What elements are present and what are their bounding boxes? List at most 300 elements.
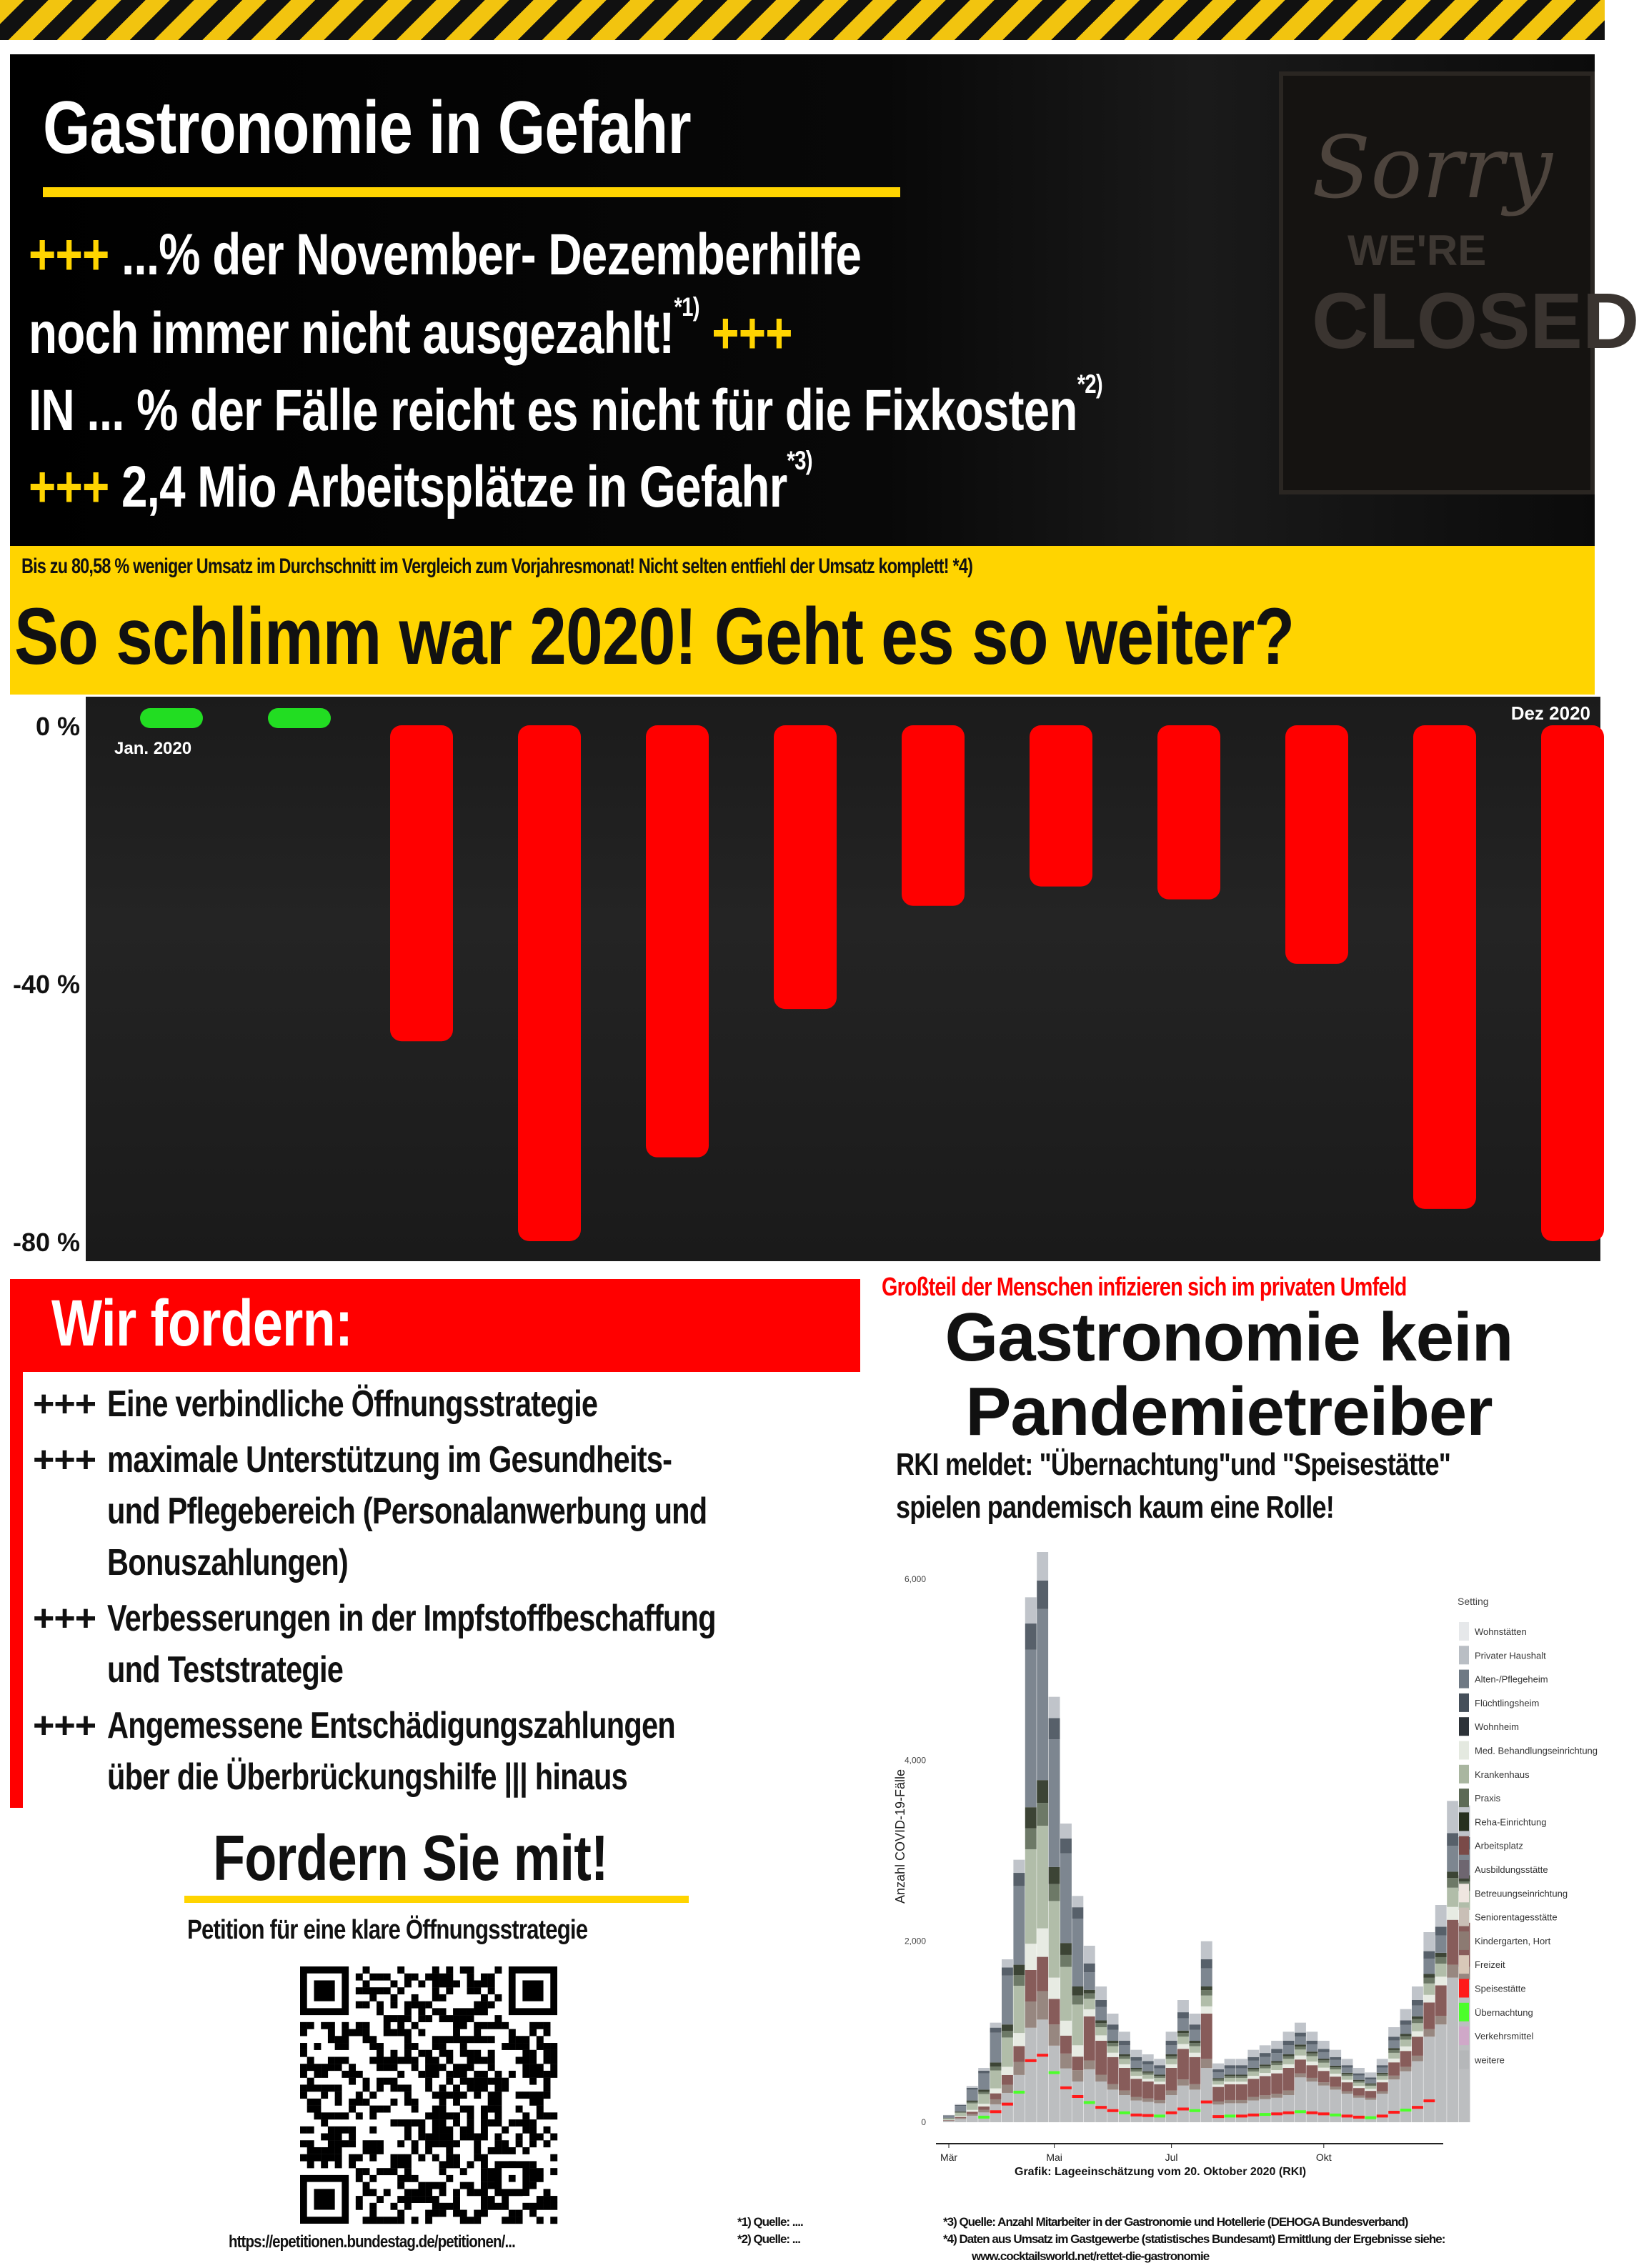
- bar-segment: [1189, 2084, 1200, 2090]
- bar-segment: [1002, 2037, 1013, 2066]
- bar-segment: [1388, 2059, 1400, 2062]
- bar-segment: [955, 2119, 966, 2122]
- bar-segment: [1435, 1926, 1447, 1935]
- bar-segment: [1423, 1959, 1435, 1974]
- call-underline: [184, 1896, 689, 1903]
- x-label-first: Jan. 2020: [114, 739, 192, 758]
- bar-segment: [955, 2113, 966, 2117]
- bar-segment: [967, 2112, 978, 2114]
- bar-segment: [1377, 2073, 1388, 2074]
- bar-segment: [1271, 2074, 1282, 2094]
- bar-segment: [1236, 2103, 1247, 2122]
- bar-segment: [1177, 2044, 1189, 2049]
- gastro-title-2: Pandemietreiber: [965, 1373, 1493, 1450]
- bar-segment: [1306, 2041, 1317, 2044]
- bar-segment: [1002, 2075, 1013, 2085]
- bar-segment: [1236, 2075, 1247, 2076]
- bar-segment: [1084, 1994, 1095, 1999]
- bar-segment: [967, 2116, 978, 2122]
- bar-segment: [1435, 1964, 1447, 1976]
- bar-segment: [1423, 1951, 1435, 1959]
- bar-segment: [1201, 2006, 1212, 2014]
- bar-segment: [1271, 2049, 1282, 2053]
- bar-segment: [1400, 2066, 1412, 2071]
- bar-segment: [1037, 1552, 1048, 1581]
- plus-marker: +++: [699, 301, 792, 366]
- bar-segment: [1002, 2024, 1013, 2031]
- bar-segment: [1318, 2068, 1330, 2071]
- bar-segment: [1107, 2014, 1119, 2024]
- bar-segment: [1201, 1990, 1212, 1996]
- bar-segment: [943, 2121, 955, 2122]
- headline-4-text: 2,4 Mio Arbeitsplätze in Gefahr: [109, 454, 787, 519]
- bar-segment: [1130, 2079, 1142, 2097]
- bar-segment: [1247, 2068, 1259, 2069]
- sign-text-1: Sorry: [1312, 119, 1553, 218]
- bar-segment: [1154, 2100, 1165, 2103]
- bar-segment: [1388, 2050, 1400, 2053]
- private-infection-note: Großteil der Menschen infizieren sich im privaten Umfeld: [882, 1272, 1407, 1301]
- bar-segment: [1377, 2065, 1388, 2068]
- bar-segment: [1447, 1920, 1458, 1965]
- bar-segment: [1388, 2027, 1400, 2036]
- bar-segment: [1447, 1965, 1458, 1978]
- bar-segment: [1423, 1932, 1435, 1951]
- bar-segment: [1271, 2094, 1282, 2098]
- bar-segment: [1072, 2082, 1083, 2122]
- bar-segment: [1189, 2041, 1200, 2043]
- bar-segment: [1037, 1991, 1048, 2019]
- speise-ueber-marker: [1166, 2112, 1177, 2114]
- bar-segment: [1342, 2094, 1353, 2122]
- bar-segment: [1435, 2016, 1447, 2024]
- speise-ueber-marker: [1306, 2112, 1317, 2114]
- legend-swatch: [1459, 1812, 1469, 1831]
- bar-segment: [1412, 2019, 1423, 2024]
- bar-segment: [1400, 2039, 1412, 2046]
- legend-title: Setting: [1458, 1596, 1489, 1607]
- title-underline: [43, 187, 900, 197]
- bar-segment: [1189, 2014, 1200, 2024]
- bar-segment: [943, 2115, 955, 2116]
- demand-line: Bonuszahlungen): [107, 1542, 348, 1583]
- bar-segment: [1037, 2019, 1048, 2122]
- bar-segment: [1306, 2078, 1317, 2082]
- legend-label: Verkehrsmittel: [1475, 2031, 1534, 2042]
- speise-ueber-marker: [1189, 2109, 1200, 2112]
- speise-ueber-marker: [1119, 2112, 1130, 2114]
- y-tick-label: 0: [921, 2117, 926, 2127]
- bar-segment: [1330, 2066, 1341, 2067]
- bar-segment: [1095, 2027, 1107, 2035]
- hazard-stripe: [0, 0, 1605, 40]
- legend-label: Betreuungseinrichtung: [1475, 1888, 1568, 1899]
- footnote-ref-3: *3): [787, 445, 812, 475]
- bar-segment: [978, 2071, 990, 2074]
- bar-segment: [1353, 2086, 1365, 2088]
- speise-ueber-marker: [1060, 2087, 1072, 2089]
- headline-1: [29, 222, 861, 289]
- bar-segment: [1260, 2095, 1271, 2099]
- bar-segment: [1154, 2084, 1165, 2100]
- bar-segment: [1095, 2007, 1107, 2021]
- headline-2-text: noch immer nicht ausgezahlt!: [29, 301, 674, 366]
- revenue-note: Bis zu 80,58 % weniger Umsatz im Durchschnitt im Vergleich zum Vorjahresmonat! Nicht selten entfiehl der Umsatz komplett! *4): [21, 554, 973, 578]
- bar-segment: [1365, 2079, 1376, 2084]
- bar-segment: [1107, 2084, 1119, 2090]
- bar-segment: [1049, 1718, 1060, 1739]
- speise-ueber-marker: [1318, 2112, 1330, 2115]
- legend-swatch: [1459, 1646, 1469, 1664]
- bar-segment: [1330, 2089, 1341, 2122]
- legend-label: Freizeit: [1475, 1959, 1505, 1971]
- bar-segment: [1002, 1976, 1013, 2024]
- speise-ueber-marker: [1084, 2101, 1095, 2104]
- bar-segment: [1330, 2074, 1341, 2076]
- bar-segment: [1377, 2068, 1388, 2073]
- bar-segment: [1119, 2056, 1130, 2059]
- bar-segment: [1060, 2021, 1072, 2036]
- bar-segment: [1002, 1959, 1013, 1967]
- bar-segment: [967, 2101, 978, 2102]
- bar-segment: [1049, 1884, 1060, 1901]
- petition-label: Petition für eine klare Öffnungsstrategie: [187, 1915, 588, 1945]
- bar-segment: [1330, 2057, 1341, 2060]
- headline-3-text: IN ... % der Fälle reicht es nicht für die Fixkosten: [29, 378, 1077, 443]
- legend-swatch: [1459, 1741, 1469, 1760]
- bar-segment: [1177, 2019, 1189, 2031]
- legend-swatch: [1459, 1622, 1469, 1641]
- bar-segment: [1084, 1972, 1095, 1990]
- speise-ueber-marker: [1236, 2114, 1247, 2117]
- bar-segment: [943, 2116, 955, 2118]
- bar-segment: [1318, 2060, 1330, 2062]
- bar-segment: [1095, 1986, 1107, 2000]
- bar-segment: [1342, 2059, 1353, 2065]
- bar-segment: [978, 2074, 990, 2090]
- bar-segment: [1177, 2086, 1189, 2122]
- bar-segment: [1177, 2012, 1189, 2019]
- bar-segment: [978, 2068, 990, 2071]
- bar-segment: [1330, 2087, 1341, 2089]
- speise-ueber-marker: [1025, 2059, 1037, 2062]
- bar-segment: [1189, 2057, 1200, 2084]
- bar-segment: [955, 2117, 966, 2119]
- sign-text-2: WE'RE: [1347, 227, 1487, 274]
- headline-2: [29, 292, 792, 367]
- bar-segment: [990, 2089, 1002, 2094]
- bar-segment: [1247, 2076, 1259, 2079]
- bar-segment: [1154, 2075, 1165, 2076]
- bar-segment: [1142, 2073, 1154, 2075]
- bar-segment: [1236, 2065, 1247, 2068]
- bar-segment: [1060, 2069, 1072, 2122]
- legend-swatch: [1459, 2003, 1469, 2021]
- y-axis-label: Anzahl COVID-19-Fälle: [893, 1769, 907, 1904]
- bar-segment: [1072, 1896, 1083, 1907]
- y-tick-label: -80 %: [12, 1228, 80, 1257]
- bar-segment: [1037, 1609, 1048, 1780]
- legend-label: Übernachtung: [1475, 2006, 1533, 2018]
- bar-segment: [990, 2071, 1002, 2089]
- bar-segment: [1447, 1833, 1458, 1846]
- legend-label: weitere: [1475, 2054, 1505, 2066]
- bar-segment: [1154, 2078, 1165, 2082]
- bar-segment: [1013, 1860, 1025, 1873]
- demand-line: Eine verbindliche Öffnungsstrategie: [107, 1383, 598, 1425]
- bar-segment: [1037, 1581, 1048, 1609]
- bar: [1413, 725, 1476, 1209]
- bar-segment: [1084, 2061, 1095, 2069]
- footnote-1: *1) Quelle: ....: [737, 2215, 803, 2229]
- gastro-title: [943, 1300, 1515, 1449]
- bar-segment: [1283, 2095, 1295, 2122]
- bar-segment: [1318, 2086, 1330, 2122]
- legend-swatch: [1459, 1884, 1469, 1902]
- legend-swatch: [1459, 1836, 1469, 1855]
- bar-segment: [1142, 2102, 1154, 2123]
- bar-segment: [1412, 2056, 1423, 2061]
- bar-segment: [1166, 2064, 1177, 2068]
- bar-segment: [1189, 2046, 1200, 2053]
- bar-segment: [1271, 2041, 1282, 2049]
- bar-segment: [1166, 2031, 1177, 2041]
- legend-label: Krankenhaus: [1475, 1769, 1530, 1780]
- bar-segment: [1388, 2062, 1400, 2076]
- speise-ueber-marker: [1260, 2113, 1271, 2116]
- bar-segment: [1412, 2023, 1423, 2031]
- bar-segment: [1072, 1996, 1083, 2005]
- bar-segment: [1295, 2036, 1306, 2044]
- legend-label: Praxis: [1475, 1793, 1501, 1804]
- bar-segment: [1318, 2059, 1330, 2060]
- bar-segment: [1107, 2089, 1119, 2122]
- bar-segment: [1201, 1959, 1212, 1969]
- bar-segment: [1353, 2083, 1365, 2087]
- bar-segment: [1107, 2057, 1119, 2084]
- bar-segment: [1166, 2068, 1177, 2091]
- bar-segment: [1247, 2057, 1259, 2061]
- rki-line-1: RKI meldet: "Übernachtung"und "Speisestätte": [896, 1447, 1451, 1482]
- bar-segment: [1166, 2091, 1177, 2095]
- bar-segment: [1447, 1878, 1458, 1887]
- bar-segment: [1049, 2046, 1060, 2122]
- legend-label: Flüchtlingsheim: [1475, 1697, 1540, 1709]
- bar-segment: [1212, 2102, 1224, 2104]
- bar-segment: [1201, 2014, 1212, 2059]
- headline-4: [29, 445, 812, 521]
- x-tick-label: Okt: [1315, 2152, 1332, 2163]
- speise-ueber-marker: [1049, 2071, 1060, 2074]
- bar-segment: [1154, 2065, 1165, 2068]
- bar-segment: [1119, 2054, 1130, 2056]
- speise-ueber-marker: [978, 2116, 990, 2119]
- bar-segment: [955, 2112, 966, 2113]
- bar-segment: [1072, 2045, 1083, 2056]
- bar-segment: [1306, 2054, 1317, 2056]
- bar-segment: [1247, 2097, 1259, 2101]
- bar-segment: [1166, 2054, 1177, 2056]
- bar-segment: [1260, 2099, 1271, 2122]
- bar-segment: [1189, 2043, 1200, 2046]
- demand-line: Verbesserungen in der Impfstoffbeschaffung: [107, 1598, 716, 1639]
- bar-segment: [1377, 2076, 1388, 2079]
- bar-segment: [967, 2110, 978, 2112]
- legend-label: Seniorentagesstätte: [1475, 1911, 1558, 1923]
- bar-segment: [1260, 2056, 1271, 2064]
- qr-code[interactable]: [300, 1966, 557, 2224]
- bar-segment: [1236, 2082, 1247, 2084]
- bar-segment: [1271, 2061, 1282, 2063]
- bar-segment: [1189, 2030, 1200, 2041]
- bar-segment: [1201, 1941, 1212, 1959]
- petition-url[interactable]: https://epetitionen.bundestag.de/petitionen/...: [229, 2232, 515, 2252]
- rki-covid-chart: [886, 1536, 1600, 2201]
- bar-segment: [1166, 2056, 1177, 2059]
- bar-segment: [1271, 2063, 1282, 2065]
- plus-marker: +++: [29, 222, 109, 287]
- bar-segment: [1130, 2050, 1142, 2057]
- bar-segment: [1025, 1829, 1037, 1849]
- speise-ueber-marker: [1177, 2107, 1189, 2110]
- bar-segment: [1447, 1871, 1458, 1878]
- footnote-4-url[interactable]: www.cocktailsworld.net/rettet-die-gastronomie: [972, 2249, 1210, 2263]
- bar-segment: [1306, 2082, 1317, 2122]
- bar-segment: [1260, 2064, 1271, 2066]
- bar-segment: [1025, 1623, 1037, 1650]
- bar-segment: [1119, 2064, 1130, 2068]
- footnote-2: *2) Quelle: ...: [737, 2232, 800, 2246]
- bar-segment: [1260, 2053, 1271, 2056]
- bar-segment: [1236, 2059, 1247, 2065]
- bar: [902, 725, 965, 906]
- bar-segment: [1447, 1888, 1458, 1907]
- bar-segment: [1423, 2036, 1435, 2122]
- bar: [518, 725, 581, 1241]
- demand-plus: +++: [33, 1705, 96, 1746]
- bar-segment: [1013, 1975, 1025, 1986]
- footnotes-3-4: [943, 2214, 1445, 2265]
- bar-segment: [1212, 2104, 1224, 2122]
- bar-segment: [1212, 2081, 1224, 2084]
- demand-plus: +++: [33, 1439, 96, 1481]
- bar-segment: [1013, 1886, 1025, 1964]
- bar-segment: [1283, 2031, 1295, 2041]
- bar-segment: [1435, 1936, 1447, 1953]
- bar-segment: [1225, 2065, 1236, 2068]
- bar-segment: [1166, 2045, 1177, 2054]
- x-tick-label: Jul: [1165, 2152, 1178, 2163]
- bar-segment: [943, 2115, 955, 2116]
- bar-segment: [1142, 2082, 1154, 2099]
- bar: [268, 708, 331, 728]
- bar-segment: [978, 2104, 990, 2107]
- plus-marker: +++: [29, 454, 109, 519]
- bar-segment: [1365, 2091, 1376, 2098]
- bar-segment: [1260, 2069, 1271, 2073]
- bar-segment: [1377, 2059, 1388, 2065]
- sign-text-3: CLOSED: [1312, 277, 1639, 365]
- bar-segment: [1060, 1854, 1072, 1943]
- speise-ueber-marker: [1154, 2114, 1165, 2117]
- bar-segment: [1049, 1697, 1060, 1719]
- bar-segment: [1306, 2056, 1317, 2062]
- bar-segment: [943, 2120, 955, 2121]
- bar-segment: [1084, 1990, 1095, 1994]
- bar-segment: [978, 2110, 990, 2113]
- bar-segment: [1283, 2059, 1295, 2064]
- bar-segment: [1072, 2056, 1083, 2070]
- bar-segment: [1247, 2071, 1259, 2076]
- bar-segment: [1177, 2079, 1189, 2086]
- bar-segment: [1353, 2080, 1365, 2082]
- legend-label: Kindergarten, Hort: [1475, 1935, 1551, 1946]
- bar-segment: [1342, 2065, 1353, 2068]
- bar-segment: [1295, 2056, 1306, 2060]
- bar-segment: [1095, 2021, 1107, 2024]
- bar-segment: [1412, 2000, 1423, 2006]
- bar-segment: [955, 2118, 966, 2119]
- bar-segment: [1130, 2069, 1142, 2071]
- bar-segment: [1377, 2082, 1388, 2091]
- speise-ueber-marker: [1400, 2109, 1412, 2112]
- x-tick-label: Mai: [1046, 2152, 1062, 2163]
- legend-swatch: [1459, 1979, 1469, 1998]
- bar-segment: [1025, 1970, 1037, 2001]
- rki-line-2: spielen pandemisch kaum eine Rolle!: [896, 1490, 1334, 1525]
- bar-segment: [1353, 2096, 1365, 2098]
- bar-segment: [1353, 2074, 1365, 2076]
- bar-segment: [1236, 2069, 1247, 2075]
- speise-ueber-marker: [1013, 2091, 1025, 2094]
- demand-line: und Pflegebereich (Personalanwerbung und: [107, 1491, 707, 1532]
- bar-segment: [1225, 2069, 1236, 2075]
- bar-segment: [1212, 2078, 1224, 2079]
- bar-segment: [1060, 2036, 1072, 2054]
- bar-segment: [1283, 2091, 1295, 2095]
- call-to-action: Fordern Sie mit!: [213, 1823, 608, 1894]
- bar-segment: [1400, 2009, 1412, 2021]
- bar-segment: [1025, 2001, 1037, 2028]
- bar-segment: [1154, 2082, 1165, 2084]
- bar-segment: [1236, 2076, 1247, 2078]
- bar-segment: [1130, 2068, 1142, 2069]
- bar-segment: [1177, 2031, 1189, 2033]
- bar-segment: [1072, 2004, 1083, 2045]
- bar-segment: [955, 2105, 966, 2106]
- bar-segment: [1225, 2076, 1236, 2078]
- bar-segment: [1166, 2095, 1177, 2122]
- bar-segment: [1330, 2069, 1341, 2074]
- bar: [646, 725, 709, 1158]
- bar-segment: [1166, 2041, 1177, 2045]
- bar-segment: [1435, 1957, 1447, 1964]
- speise-ueber-marker: [1412, 2106, 1423, 2109]
- bar-segment: [1400, 2025, 1412, 2034]
- bar-segment: [1072, 1919, 1083, 1986]
- bar-segment: [1225, 2059, 1236, 2065]
- x-label-last: Dez 2020: [1510, 702, 1590, 724]
- footnote-ref-1: *1): [674, 292, 699, 322]
- speise-ueber-marker: [1283, 2112, 1295, 2114]
- bar-segment: [1072, 1986, 1083, 1996]
- bar-segment: [1095, 2041, 1107, 2075]
- bar-segment: [1025, 1807, 1037, 1828]
- bar-segment: [1247, 2101, 1259, 2122]
- legend-label: Reha-Einrichtung: [1475, 1816, 1547, 1828]
- bar-segment: [1107, 2053, 1119, 2057]
- bar-segment: [1365, 2072, 1376, 2077]
